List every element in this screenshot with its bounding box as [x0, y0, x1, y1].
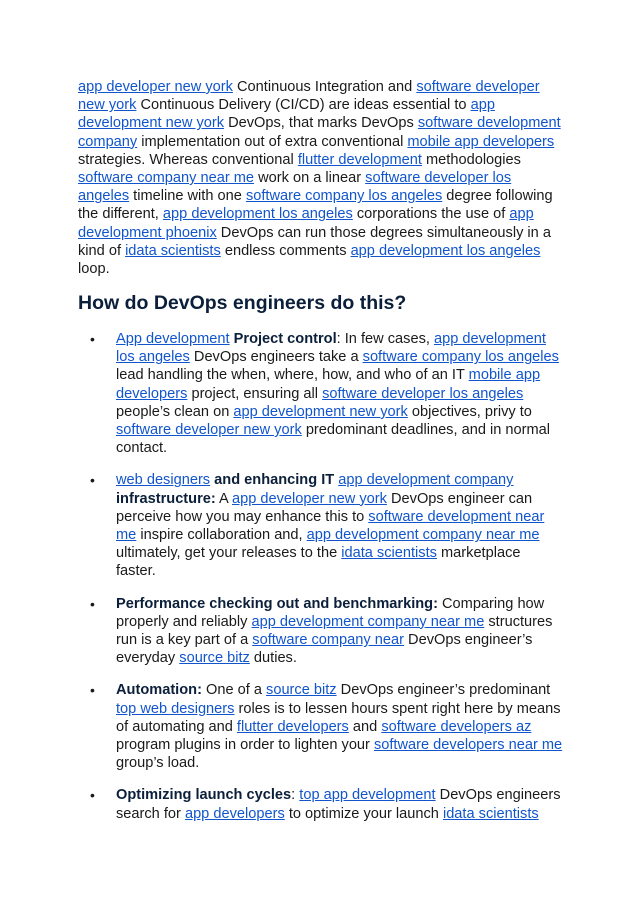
- body-text: to optimize your launch: [284, 805, 443, 822]
- body-text: corporations the use of: [352, 206, 510, 223]
- inline-link[interactable]: software developer los angeles: [322, 385, 524, 402]
- bullet-list: [78, 330, 564, 837]
- inline-link[interactable]: flutter developers: [236, 718, 349, 735]
- inline-link[interactable]: app developer new york: [231, 490, 387, 507]
- body-text: DevOps engineer’s everyday: [116, 632, 533, 667]
- inline-link[interactable]: app development los angeles: [350, 242, 541, 259]
- body-text: structures run is a key part of a: [116, 613, 553, 649]
- body-text: ultimately, get your releases to the: [116, 545, 342, 562]
- inline-link[interactable]: flutter development: [297, 151, 422, 168]
- body-text: strategies. Whereas conventional: [78, 151, 298, 168]
- inline-link[interactable]: web designers: [116, 472, 211, 489]
- inline-link[interactable]: software company near me: [78, 170, 255, 187]
- body-text: Continuous Delivery (CI/CD) are ideas essential to: [136, 97, 471, 114]
- inline-link[interactable]: software company los angeles: [362, 349, 559, 366]
- body-text: DevOps engineer’s predominant: [336, 682, 551, 699]
- body-text: DevOps engineers take a: [189, 349, 363, 366]
- bold-label: infrastructure:: [116, 490, 216, 507]
- inline-link[interactable]: software developer new york: [78, 79, 540, 114]
- body-text: degree following the different,: [78, 188, 553, 223]
- body-text: DevOps engineer can perceive how you may enhance this to: [116, 490, 533, 525]
- bullet-item: [78, 330, 564, 457]
- section-heading: How do DevOps engineers do this?: [78, 292, 407, 314]
- body-text: program plugins in order to lighten your: [116, 737, 374, 754]
- inline-link[interactable]: software developer new york: [116, 422, 302, 439]
- body-text: :: [291, 787, 300, 804]
- inline-link[interactable]: software developers az: [381, 718, 532, 735]
- bold-label: Performance checking out and benchmarking:: [116, 595, 438, 612]
- body-text: Continuous Integration and: [232, 79, 417, 95]
- inline-link[interactable]: idata scientists: [442, 805, 539, 822]
- inline-link[interactable]: app development phoenix: [78, 206, 534, 241]
- body-text: endless comments: [220, 242, 351, 259]
- inline-link[interactable]: source bitz: [266, 682, 337, 699]
- inline-link[interactable]: app developer new york: [78, 79, 233, 95]
- bold-label: Project control: [233, 331, 337, 347]
- body-text: marketplace faster.: [116, 545, 521, 580]
- bullet-dot-icon: •: [90, 331, 95, 347]
- inline-link[interactable]: source bitz: [179, 650, 250, 667]
- bullet-item: [78, 681, 564, 772]
- body-text: DevOps engineers search for: [116, 787, 561, 822]
- body-text: duties.: [249, 650, 297, 667]
- inline-link[interactable]: top web designers: [116, 700, 235, 717]
- body-text: methodologies: [421, 151, 521, 168]
- body-text: DevOps, that marks DevOps: [224, 115, 418, 132]
- inline-link[interactable]: app development los angeles: [116, 331, 546, 366]
- inline-link[interactable]: app development los angeles: [162, 206, 353, 223]
- bold-label: Optimizing launch cycles: [116, 787, 292, 804]
- bullet-item: [78, 595, 564, 668]
- body-text: A: [215, 490, 232, 507]
- inline-link[interactable]: app development new york: [78, 97, 495, 132]
- inline-link[interactable]: software development near me: [116, 508, 545, 544]
- inline-link[interactable]: idata scientists: [125, 242, 221, 259]
- inline-link[interactable]: idata scientists: [341, 545, 437, 562]
- inline-link[interactable]: software developers near me: [373, 737, 563, 754]
- body-text: : In few cases,: [336, 331, 434, 347]
- bullet-item: [78, 786, 564, 822]
- body-text: DevOps can run those degrees simultaneously in a kind of: [78, 224, 551, 259]
- inline-link[interactable]: software developer los angeles: [78, 170, 512, 205]
- inline-link[interactable]: software company los angeles: [245, 188, 443, 205]
- body-text: objectives, privy to: [407, 403, 532, 420]
- body-text: predominant deadlines, and in normal contact.: [116, 422, 551, 457]
- inline-link[interactable]: App development: [116, 331, 230, 347]
- inline-link[interactable]: software development company: [78, 115, 561, 150]
- intro-paragraph: [78, 78, 564, 278]
- body-text: group’s load.: [116, 755, 200, 772]
- body-text: inspire collaboration and,: [136, 527, 307, 544]
- inline-link[interactable]: mobile app developers: [407, 133, 555, 150]
- inline-link[interactable]: software company near: [252, 632, 404, 649]
- body-text: lead handling the when, where, how, and who of an IT: [116, 367, 469, 384]
- bold-label: and enhancing IT: [210, 472, 339, 489]
- bullet-dot-icon: •: [90, 682, 95, 699]
- body-text: Comparing how properly and reliably: [116, 595, 545, 630]
- inline-link[interactable]: mobile app developers: [116, 367, 541, 402]
- bullet-dot-icon: •: [90, 787, 95, 804]
- inline-link[interactable]: app development company: [338, 472, 514, 489]
- inline-link[interactable]: app developers: [184, 805, 285, 822]
- body-text: loop.: [78, 261, 110, 278]
- body-text: and: [348, 718, 382, 735]
- body-text: roles is to lessen hours spent right here by means of automating and: [116, 700, 561, 735]
- inline-link[interactable]: app development new york: [233, 403, 408, 420]
- bullet-dot-icon: •: [90, 472, 95, 489]
- body-text: One of a: [201, 682, 267, 699]
- inline-link[interactable]: top app development: [299, 787, 436, 804]
- bullet-item: [78, 471, 564, 580]
- body-text: work on a linear: [254, 170, 366, 187]
- body-text: implementation out of extra conventional: [137, 133, 408, 150]
- inline-link[interactable]: app development company near me: [306, 527, 540, 544]
- bullet-dot-icon: •: [90, 595, 95, 612]
- body-text: project, ensuring all: [187, 385, 323, 402]
- body-text: people’s clean on: [116, 403, 234, 420]
- body-text: timeline with one: [129, 188, 246, 205]
- bold-label: Automation:: [116, 682, 202, 699]
- inline-link[interactable]: app development company near me: [251, 613, 485, 630]
